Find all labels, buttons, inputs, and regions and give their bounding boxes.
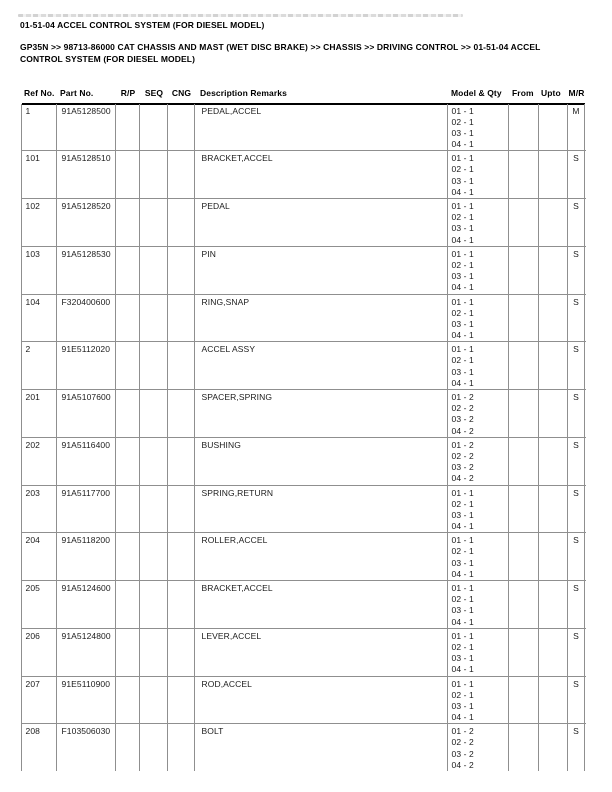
mr-cell: S — [568, 629, 585, 676]
col-header-upto: Upto — [541, 87, 561, 98]
table-row — [22, 486, 586, 534]
col-header-description: Description Remarks — [200, 87, 287, 98]
part-no-cell: 91A5128510 — [57, 151, 116, 198]
description-cell: LEVER,ACCEL — [195, 629, 448, 676]
breadcrumb-line-2: CONTROL SYSTEM (FOR DIESEL MODEL) — [20, 53, 196, 64]
ref-no-cell: 205 — [22, 581, 57, 628]
model-qty-cell — [448, 295, 509, 342]
model-qty-cell — [448, 724, 509, 771]
cng-cell — [168, 247, 195, 294]
model-qty-line: 04 - 1 — [451, 139, 474, 150]
model-qty-line: 02 - 2 — [451, 403, 474, 414]
model-qty-cell — [448, 342, 509, 389]
col-header-part-no: Part No. — [60, 87, 94, 98]
mr-cell: S — [568, 438, 585, 485]
model-qty-line: 02 - 2 — [451, 450, 474, 461]
model-qty-line: 02 - 1 — [451, 259, 474, 270]
model-qty-cell — [448, 199, 509, 246]
description-cell: BOLT — [195, 724, 448, 771]
description-cell: BRACKET,ACCEL — [195, 581, 448, 628]
model-qty-line: 04 - 1 — [451, 616, 474, 627]
model-qty-line: 03 - 1 — [451, 271, 474, 282]
model-qty-cell — [448, 390, 509, 437]
model-qty-line: 04 - 1 — [451, 521, 474, 532]
seq-cell — [140, 533, 168, 580]
model-qty-line: 02 - 2 — [451, 737, 474, 748]
ref-no-cell: 201 — [22, 390, 57, 437]
description-cell: ROD,ACCEL — [195, 677, 448, 724]
part-no-cell: F103506030 — [57, 724, 116, 771]
model-qty-line: 03 - 2 — [451, 748, 474, 759]
seq-cell — [140, 247, 168, 294]
from-cell — [509, 581, 539, 628]
model-qty-line: 04 - 1 — [451, 282, 474, 293]
model-qty-line: 04 - 1 — [451, 186, 474, 197]
mr-cell: S — [568, 247, 585, 294]
model-qty-line: 04 - 1 — [451, 712, 474, 723]
model-qty-line: 01 - 2 — [451, 439, 474, 450]
cng-cell — [168, 104, 195, 151]
ref-no-cell: 101 — [22, 151, 57, 198]
upto-cell — [539, 581, 568, 628]
table-row — [22, 581, 586, 629]
seq-cell — [140, 677, 168, 724]
description-cell: BUSHING — [195, 438, 448, 485]
upto-cell — [539, 438, 568, 485]
table-row — [22, 677, 586, 725]
col-header-rp: R/P — [120, 87, 136, 98]
breadcrumb — [20, 41, 580, 65]
mr-cell: S — [568, 390, 585, 437]
from-cell — [509, 533, 539, 580]
col-header-from: From — [512, 87, 534, 98]
model-qty-line: 04 - 1 — [451, 234, 474, 245]
upto-cell — [539, 677, 568, 724]
model-qty-line: 01 - 1 — [451, 153, 474, 164]
model-qty-line: 02 - 1 — [451, 212, 474, 223]
seq-cell — [140, 295, 168, 342]
model-qty-line: 03 - 1 — [451, 557, 474, 568]
model-qty-line: 01 - 1 — [451, 678, 474, 689]
ref-no-cell: 208 — [22, 724, 57, 771]
rp-cell — [116, 104, 140, 151]
ref-no-cell: 202 — [22, 438, 57, 485]
cng-cell — [168, 390, 195, 437]
seq-cell — [140, 390, 168, 437]
from-cell — [509, 342, 539, 389]
from-cell — [509, 247, 539, 294]
model-qty-line: 01 - 1 — [451, 535, 474, 546]
table-row — [22, 247, 586, 295]
model-qty-line: 02 - 1 — [451, 689, 474, 700]
from-cell — [509, 724, 539, 771]
rp-cell — [116, 438, 140, 485]
model-qty-line: 01 - 1 — [451, 248, 474, 259]
from-cell — [509, 390, 539, 437]
from-cell — [509, 629, 539, 676]
description-cell: PIN — [195, 247, 448, 294]
table-row — [22, 151, 586, 199]
description-cell: BRACKET,ACCEL — [195, 151, 448, 198]
mr-cell: S — [568, 295, 585, 342]
upto-cell — [539, 486, 568, 533]
table-row — [22, 295, 586, 343]
upto-cell — [539, 199, 568, 246]
model-qty-line: 01 - 1 — [451, 487, 474, 498]
mr-cell: S — [568, 199, 585, 246]
mr-cell: S — [568, 581, 585, 628]
model-qty-line: 03 - 1 — [451, 223, 474, 234]
model-qty-line: 04 - 1 — [451, 568, 474, 579]
model-qty-cell — [448, 247, 509, 294]
description-cell: ROLLER,ACCEL — [195, 533, 448, 580]
model-qty-line: 02 - 1 — [451, 498, 474, 509]
table-row — [22, 342, 586, 390]
model-qty-line: 04 - 1 — [451, 330, 474, 341]
rp-cell — [116, 581, 140, 628]
model-qty-line: 03 - 1 — [451, 653, 474, 664]
cng-cell — [168, 581, 195, 628]
model-qty-line: 02 - 1 — [451, 594, 474, 605]
rp-cell — [116, 724, 140, 771]
ref-no-cell: 203 — [22, 486, 57, 533]
rp-cell — [116, 533, 140, 580]
part-no-cell: 91A5124600 — [57, 581, 116, 628]
breadcrumb-line-1: GP35N >> 98713-86000 CAT CHASSIS AND MAST (WET DISC BRAKE) >> CHASSIS >> DRIVING CONTROL >> 01-51-04 ACCEL — [20, 41, 541, 52]
cng-cell — [168, 342, 195, 389]
seq-cell — [140, 342, 168, 389]
table-row — [22, 438, 586, 486]
description-cell: ACCEL ASSY — [195, 342, 448, 389]
part-no-cell: 91A5124800 — [57, 629, 116, 676]
rp-cell — [116, 629, 140, 676]
ref-no-cell: 207 — [22, 677, 57, 724]
upto-cell — [539, 390, 568, 437]
from-cell — [509, 677, 539, 724]
upto-cell — [539, 342, 568, 389]
from-cell — [509, 438, 539, 485]
mr-cell: S — [568, 677, 585, 724]
ref-no-cell: 104 — [22, 295, 57, 342]
model-qty-line: 03 - 1 — [451, 175, 474, 186]
cng-cell — [168, 677, 195, 724]
part-no-cell: 91A5116400 — [57, 438, 116, 485]
seq-cell — [140, 438, 168, 485]
col-header-mr: M/R — [568, 87, 585, 98]
model-qty-cell — [448, 104, 509, 151]
col-header-seq: SEQ — [144, 87, 164, 98]
model-qty-line: 01 - 1 — [451, 105, 474, 116]
rp-cell — [116, 247, 140, 294]
col-header-ref-no: Ref No. — [24, 87, 55, 98]
model-qty-line: 01 - 1 — [451, 630, 474, 641]
seq-cell — [140, 199, 168, 246]
ref-no-cell: 2 — [22, 342, 57, 389]
seq-cell — [140, 486, 168, 533]
table-row — [22, 629, 586, 677]
upto-cell — [539, 151, 568, 198]
from-cell — [509, 199, 539, 246]
part-no-cell: 91E5110900 — [57, 677, 116, 724]
rp-cell — [116, 199, 140, 246]
parts-table-body — [21, 104, 586, 772]
table-row — [22, 533, 586, 581]
model-qty-line: 04 - 2 — [451, 473, 474, 484]
rp-cell — [116, 295, 140, 342]
rp-cell — [116, 486, 140, 533]
upto-cell — [539, 104, 568, 151]
cng-cell — [168, 438, 195, 485]
model-qty-line: 03 - 1 — [451, 605, 474, 616]
description-cell: SPRING,RETURN — [195, 486, 448, 533]
model-qty-line: 03 - 1 — [451, 700, 474, 711]
mr-cell: S — [568, 151, 585, 198]
mr-cell: S — [568, 724, 585, 771]
upto-cell — [539, 629, 568, 676]
description-cell: PEDAL,ACCEL — [195, 104, 448, 151]
model-qty-line: 03 - 1 — [451, 509, 474, 520]
model-qty-line: 03 - 1 — [451, 366, 474, 377]
rp-cell — [116, 342, 140, 389]
col-header-cng: CNG — [171, 87, 192, 98]
mr-cell: S — [568, 533, 585, 580]
model-qty-cell — [448, 581, 509, 628]
description-cell: SPACER,SPRING — [195, 390, 448, 437]
cng-cell — [168, 724, 195, 771]
mr-cell: S — [568, 486, 585, 533]
model-qty-cell — [448, 151, 509, 198]
mr-cell: M — [568, 104, 585, 151]
upto-cell — [539, 295, 568, 342]
from-cell — [509, 295, 539, 342]
model-qty-line: 01 - 2 — [451, 392, 474, 402]
upto-cell — [539, 533, 568, 580]
model-qty-line: 04 - 2 — [451, 759, 474, 770]
cng-cell — [168, 295, 195, 342]
model-qty-line: 02 - 1 — [451, 355, 474, 366]
rp-cell — [116, 151, 140, 198]
model-qty-line: 02 - 1 — [451, 116, 474, 127]
from-cell — [509, 151, 539, 198]
model-qty-cell — [448, 629, 509, 676]
ref-no-cell: 103 — [22, 247, 57, 294]
cng-cell — [168, 533, 195, 580]
model-qty-line: 02 - 1 — [451, 546, 474, 557]
part-no-cell: 91A5117700 — [57, 486, 116, 533]
model-qty-line: 04 - 1 — [451, 377, 474, 388]
mr-cell: S — [568, 342, 585, 389]
part-no-cell: F320400600 — [57, 295, 116, 342]
part-no-cell: 91A5128500 — [57, 104, 116, 151]
rp-cell — [116, 677, 140, 724]
part-no-cell: 91A5107600 — [57, 390, 116, 437]
seq-cell — [140, 581, 168, 628]
table-row — [22, 199, 586, 247]
rp-cell — [116, 390, 140, 437]
table-row — [22, 724, 586, 771]
model-qty-line: 02 - 1 — [451, 307, 474, 318]
cng-cell — [168, 629, 195, 676]
part-no-cell: 91A5128530 — [57, 247, 116, 294]
cng-cell — [168, 151, 195, 198]
part-no-cell: 91A5128520 — [57, 199, 116, 246]
model-qty-cell — [448, 438, 509, 485]
table-row — [22, 104, 586, 152]
from-cell — [509, 104, 539, 151]
model-qty-line: 04 - 2 — [451, 425, 474, 436]
model-qty-line: 01 - 1 — [451, 344, 474, 355]
ref-no-cell: 1 — [22, 104, 57, 151]
seq-cell — [140, 629, 168, 676]
table-header-row — [22, 86, 585, 105]
upto-cell — [539, 247, 568, 294]
model-qty-line: 03 - 2 — [451, 462, 474, 473]
cng-cell — [168, 199, 195, 246]
model-qty-line: 03 - 1 — [451, 127, 474, 138]
upto-cell — [539, 724, 568, 771]
model-qty-line: 03 - 2 — [451, 414, 474, 425]
ref-no-cell: 206 — [22, 629, 57, 676]
model-qty-line: 01 - 2 — [451, 726, 474, 737]
ref-no-cell: 102 — [22, 199, 57, 246]
model-qty-line: 01 - 1 — [451, 583, 474, 593]
from-cell — [509, 486, 539, 533]
seq-cell — [140, 104, 168, 151]
model-qty-line: 01 - 1 — [451, 201, 474, 211]
model-qty-cell — [448, 486, 509, 533]
seq-cell — [140, 151, 168, 198]
model-qty-line: 01 - 1 — [451, 296, 474, 307]
faded-header-remnant — [18, 14, 463, 18]
part-no-cell: 91A5118200 — [57, 533, 116, 580]
description-cell: RING,SNAP — [195, 295, 448, 342]
table-row — [22, 390, 586, 438]
model-qty-cell — [448, 677, 509, 724]
model-qty-line: 02 - 1 — [451, 164, 474, 175]
ref-no-cell: 204 — [22, 533, 57, 580]
seq-cell — [140, 724, 168, 771]
model-qty-line: 02 - 1 — [451, 641, 474, 652]
col-header-model-qty: Model & Qty — [451, 87, 502, 98]
model-qty-line: 04 - 1 — [451, 664, 474, 675]
part-no-cell: 91E5112020 — [57, 342, 116, 389]
description-cell: PEDAL — [195, 199, 448, 246]
page-title: 01-51-04 ACCEL CONTROL SYSTEM (FOR DIESEL MODEL) — [20, 19, 265, 30]
cng-cell — [168, 486, 195, 533]
model-qty-cell — [448, 533, 509, 580]
model-qty-line: 03 - 1 — [451, 318, 474, 329]
